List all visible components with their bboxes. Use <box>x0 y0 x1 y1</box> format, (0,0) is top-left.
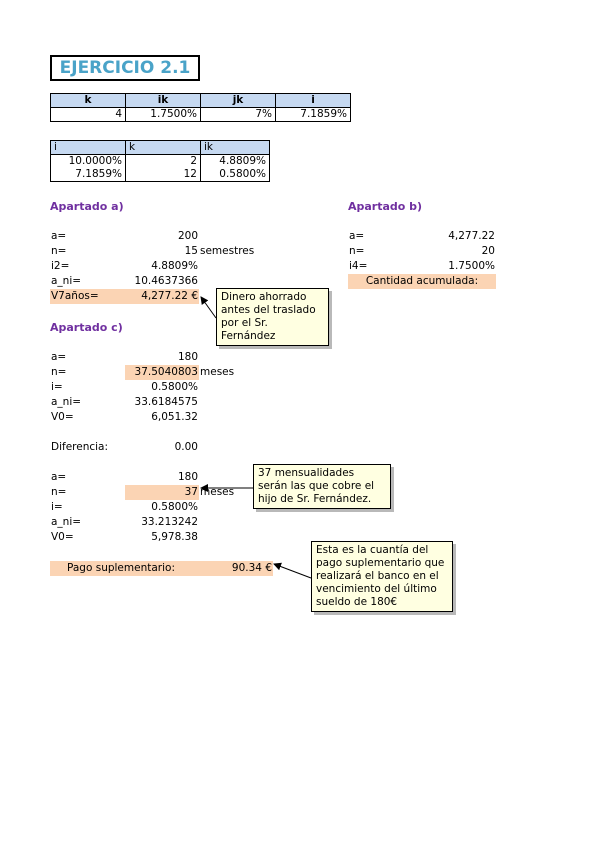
label-i: i= <box>51 501 63 513</box>
value-i4[interactable]: 1.7500% <box>448 260 495 272</box>
section-heading-b: Apartado b) <box>348 200 423 213</box>
label-v0: V0= <box>51 531 74 543</box>
value-diferencia[interactable]: 0.00 <box>174 441 198 453</box>
label-a-ni: a_ni= <box>51 275 82 287</box>
table-cell[interactable]: 12 <box>126 168 201 182</box>
header-k: k <box>51 94 126 108</box>
value-i[interactable]: 0.5800% <box>151 501 198 513</box>
cell-ik[interactable]: 1.7500% <box>126 108 201 122</box>
cell-i[interactable]: 7.1859% <box>276 108 351 122</box>
value-a-ni[interactable]: 10.4637366 <box>134 275 198 287</box>
value-n[interactable]: 37 <box>184 486 198 498</box>
comment-note[interactable]: 37 mensualidades serán las que cobre el hijo de Sr. Fernández. <box>253 464 391 509</box>
cell-jk[interactable]: 7% <box>201 108 276 122</box>
table-cell[interactable]: 7.1859% <box>51 168 126 182</box>
label-a-ni: a_ni= <box>51 516 82 528</box>
unit-semestres: semestres <box>200 245 255 257</box>
table-cell[interactable]: 2 <box>126 155 201 169</box>
label-i: i= <box>51 381 63 393</box>
label-v0: V0= <box>51 411 74 423</box>
label-diferencia: Diferencia: <box>51 441 109 453</box>
label-a: a= <box>51 471 67 483</box>
comment-note[interactable]: Dinero ahorrado antes del traslado por el Sr. Fernández <box>216 288 329 346</box>
value-v0[interactable]: 5,978.38 <box>151 531 198 543</box>
value-n[interactable]: 15 <box>184 245 198 257</box>
table-cell[interactable]: 4.8809% <box>201 155 270 169</box>
header-jk: jk <box>201 94 276 108</box>
unit-meses: meses <box>200 366 235 378</box>
header-i: i <box>276 94 351 108</box>
label-a: a= <box>51 230 67 242</box>
value-a[interactable]: 180 <box>177 351 198 363</box>
label-i4: i4= <box>349 260 368 272</box>
label-v7anos: V7años= <box>51 290 99 302</box>
label-a-ni: a_ni= <box>51 396 82 408</box>
value-i[interactable]: 0.5800% <box>151 381 198 393</box>
value-n[interactable]: 37.5040803 <box>134 366 198 378</box>
value-a[interactable]: 4,277.22 <box>448 230 495 242</box>
arrow-note1 <box>201 297 216 318</box>
arrow-note3 <box>274 564 311 578</box>
label-n: n= <box>349 245 365 257</box>
value-a[interactable]: 200 <box>177 230 198 242</box>
value-v7anos[interactable]: 4,277.22 € <box>141 290 198 302</box>
header-ik: ik <box>201 141 270 155</box>
table-cell[interactable]: 10.0000% <box>51 155 126 169</box>
label-n: n= <box>51 366 67 378</box>
value-a-ni[interactable]: 33.6184575 <box>134 396 198 408</box>
label-a: a= <box>349 230 365 242</box>
label-pago-suplementario: Pago suplementario: <box>67 562 175 574</box>
label-n: n= <box>51 486 67 498</box>
value-pago-suplementario[interactable]: 90.34 € <box>231 562 272 574</box>
cantidad-acumulada-label: Cantidad acumulada: <box>348 274 496 289</box>
value-v0[interactable]: 6,051.32 <box>151 411 198 423</box>
value-n[interactable]: 20 <box>481 245 495 257</box>
unit-meses: meses <box>200 486 235 498</box>
label-a: a= <box>51 351 67 363</box>
section-heading-c: Apartado c) <box>50 321 123 334</box>
header-k: k <box>126 141 201 155</box>
value-a-ni[interactable]: 33.213242 <box>141 516 198 528</box>
section-heading-a: Apartado a) <box>50 200 124 213</box>
label-i2: i2= <box>51 260 70 272</box>
comment-note[interactable]: Esta es la cuantía del pago suplementario que realizará el banco en el vencimiento del último sueldo de 180€ <box>311 541 453 612</box>
exercise-title: EJERCICIO 2.1 <box>50 55 200 81</box>
header-ik: ik <box>126 94 201 108</box>
header-i: i <box>51 141 126 155</box>
table-cell[interactable]: 0.5800% <box>201 168 270 182</box>
value-i2[interactable]: 4.8809% <box>151 260 198 272</box>
cell-k[interactable]: 4 <box>51 108 126 122</box>
value-a[interactable]: 180 <box>177 471 198 483</box>
label-n: n= <box>51 245 67 257</box>
